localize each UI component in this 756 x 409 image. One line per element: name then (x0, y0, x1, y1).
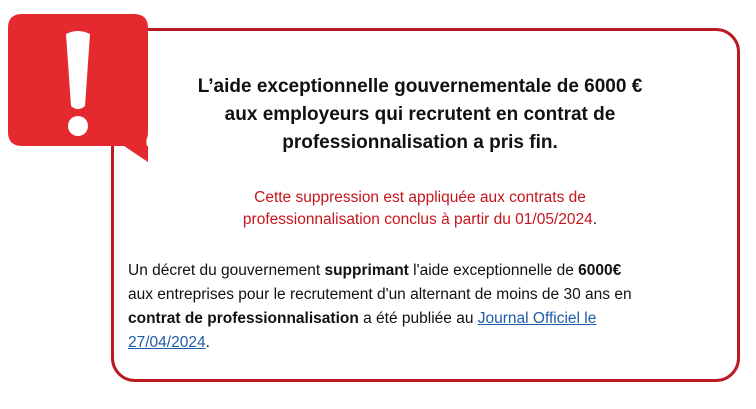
paragraph-line: aux entreprises pour le recrutement d'un alternant de moins de 30 ans en (128, 286, 632, 303)
paragraph-text: l'aide exceptionnelle de (408, 262, 579, 279)
headline-line: professionnalisation a pris fin. (282, 132, 558, 153)
paragraph-bold: supprimant (324, 262, 409, 279)
paragraph-bold: 6000€ (578, 262, 622, 279)
notice-date-text: professionnalisation conclus à partir du 01/05/2024 (242, 211, 593, 228)
decree-paragraph (128, 259, 728, 355)
headline-line: L’aide exceptionnelle gouvernementale de 6000 € (197, 76, 643, 97)
headline (150, 73, 690, 157)
journal-officiel-link[interactable]: Journal Officiel le (477, 310, 597, 327)
suppression-notice (150, 187, 690, 231)
notice-period: . (592, 211, 598, 228)
paragraph-bold: contrat de professionnalisation (128, 310, 359, 327)
paragraph-line (128, 259, 728, 283)
paragraph-line (128, 307, 728, 331)
exclamation-speech-bubble-icon (8, 14, 148, 164)
paragraph-line (128, 331, 728, 355)
notice-line (150, 209, 690, 231)
headline-line: aux employeurs qui recrutent en contrat de (224, 104, 616, 125)
paragraph-text: Un décret du gouvernement (128, 262, 325, 279)
paragraph-text: . (205, 334, 210, 351)
paragraph-text: a été publiée au (358, 310, 478, 327)
notice-line: Cette suppression est appliquée aux contrats de (254, 189, 586, 206)
journal-officiel-link-date[interactable]: 27/04/2024 (128, 334, 206, 351)
